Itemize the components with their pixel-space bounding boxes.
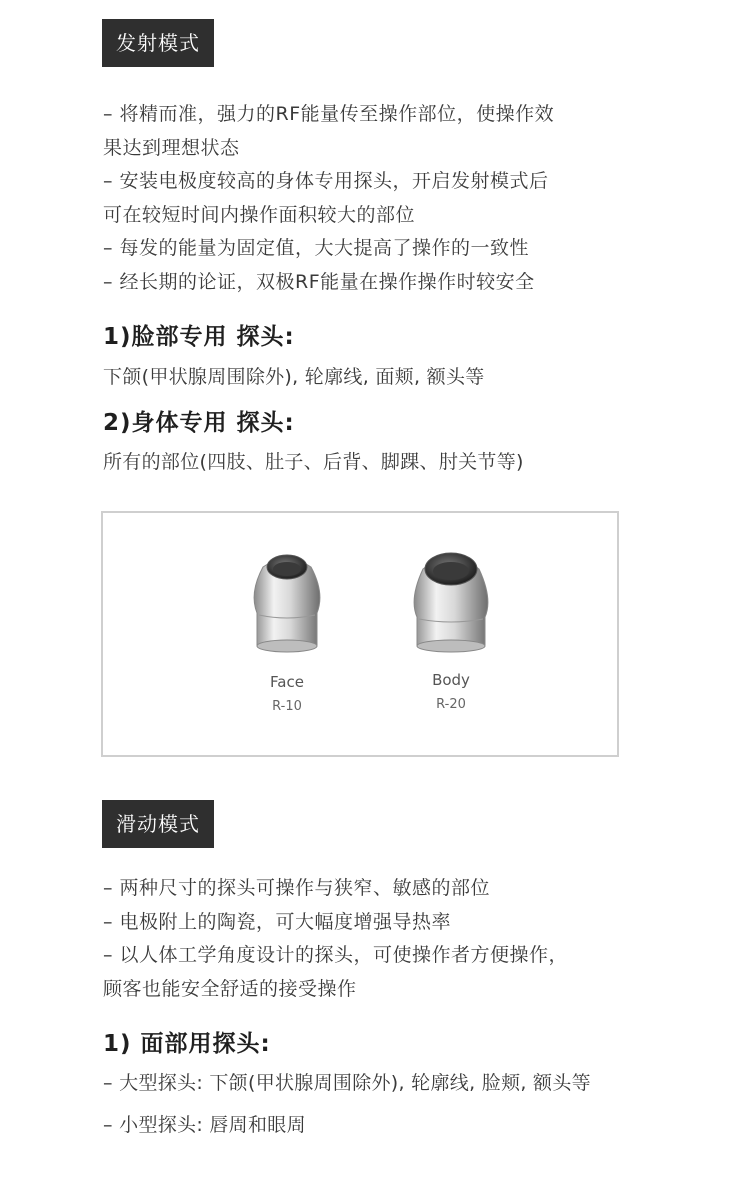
body-probe-label: Body xyxy=(432,671,470,689)
face-probe xyxy=(237,549,337,714)
bullet-line: – 以人体工学角度设计的探头，可使操作者方便操作， xyxy=(103,944,569,966)
face-probe-label: Face xyxy=(270,673,304,691)
bullet-line: 顾客也能安全舒适的接受操作 xyxy=(103,977,357,1000)
face-probe-model: R-10 xyxy=(272,699,302,714)
sliding-mode-description xyxy=(103,872,703,1006)
bullet-line: – 经长期的论证，双极RF能量在操作操作时较安全 xyxy=(103,270,535,293)
bullet-line: – 电极附上的陶瓷，可大幅度增强导热率 xyxy=(103,910,452,933)
face-probe-description: 下颌(甲状腺周围除外), 轮廓线, 面颊, 额头等 xyxy=(103,366,485,388)
body-probe-image xyxy=(401,547,501,663)
section-tag-emission-mode: 发射模式 xyxy=(102,19,214,67)
body-probe-heading: 2)身体专用 探头: xyxy=(103,410,295,436)
bullet-line: 果达到理想状态 xyxy=(103,136,240,159)
face-probe-image xyxy=(237,549,337,665)
body-probe-description: 所有的部位(四肢、肚子、后背、脚踝、肘关节等) xyxy=(103,451,524,473)
face-probe-heading: 1)脸部专用 探头: xyxy=(103,324,295,350)
bullet-line: – 将精而准，强力的RF能量传至操作部位，使操作效 xyxy=(103,103,555,125)
body-probe-model: R-20 xyxy=(436,697,466,712)
bullet-line: – 两种尺寸的探头可操作与狭窄、敏感的部位 xyxy=(103,877,491,899)
section-tag-sliding-mode: 滑动模式 xyxy=(102,800,214,848)
large-probe-description: – 大型探头: 下颌(甲状腺周围除外), 轮廓线, 脸颊, 额头等 xyxy=(103,1072,591,1094)
probe-figure xyxy=(101,511,619,757)
emission-mode-description xyxy=(103,98,703,299)
facial-probe-heading: 1) 面部用探头: xyxy=(103,1031,271,1057)
small-probe-description: – 小型探头: 唇周和眼周 xyxy=(103,1114,306,1136)
bullet-line: 可在较短时间内操作面积较大的部位 xyxy=(103,203,416,226)
body-probe xyxy=(401,547,501,712)
bullet-line: – 安装电极度较高的身体专用探头，开启发射模式后 xyxy=(103,170,549,192)
bullet-line: – 每发的能量为固定值，大大提高了操作的一致性 xyxy=(103,237,530,259)
